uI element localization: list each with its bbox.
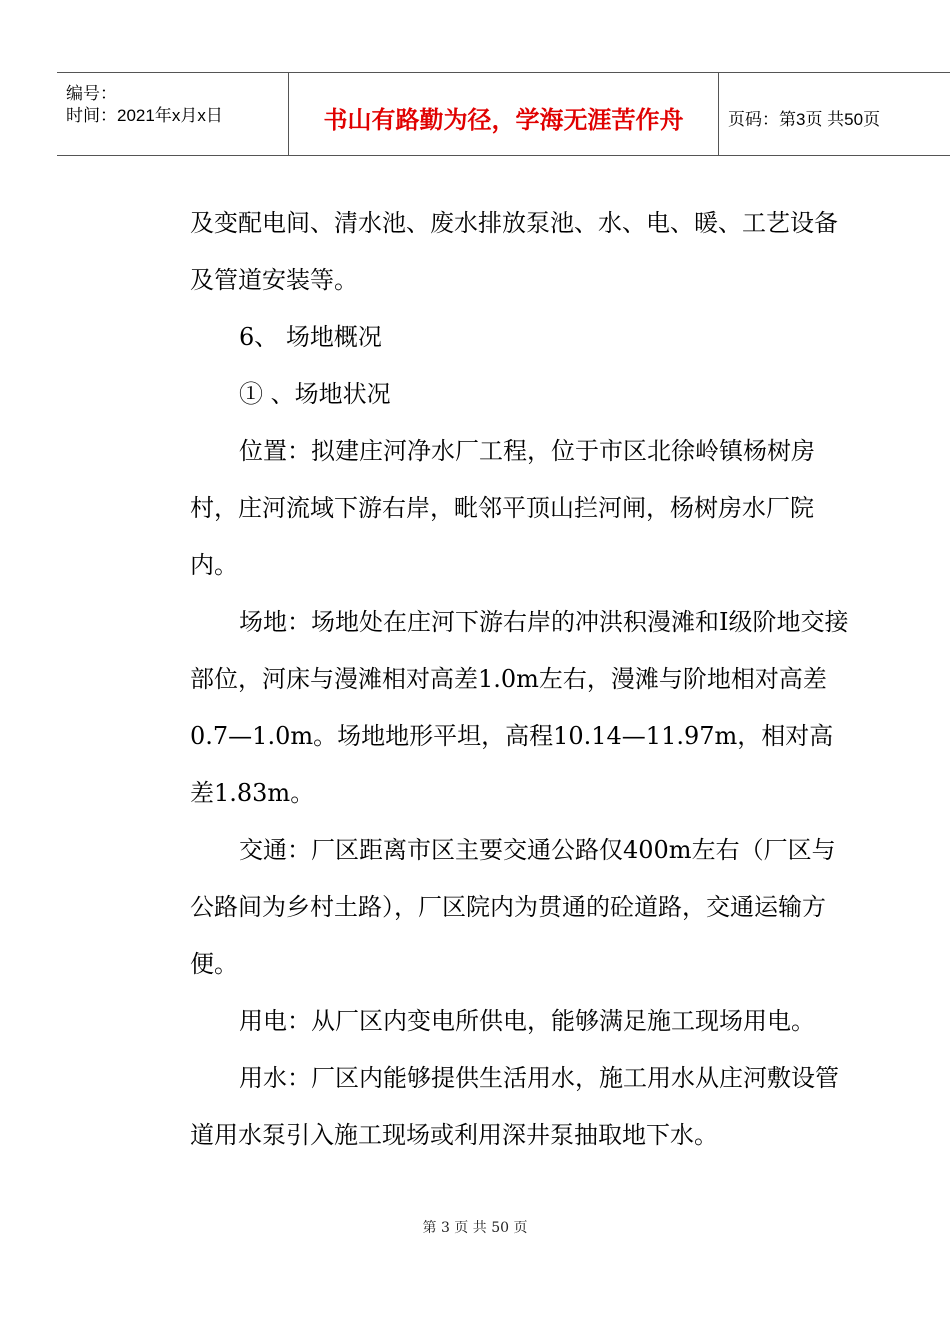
page-header [57,72,950,156]
time-label: 时间：2021年x月x日 [66,106,223,125]
paragraph-traffic: 交通：厂区距离市区主要交通公路仅400m左右（厂区与公路间为乡村土路），厂区院内为贯通的砼道路，交通运输方便。 [190,836,836,978]
paragraph-site: 场地：场地处在庄河下游右岸的冲洪积漫滩和Ⅰ级阶地交接部位，河床与漫滩相对高差1.0m左右，漫滩与阶地相对高差0.7—1.0m。场地地形平坦，高程10.14—11.97m，相对高差1.83m。 [190,608,849,807]
section-heading: 6、 场地概况 [239,323,382,351]
document-body [190,195,850,1164]
paragraph-location: 位置：拟建庄河净水厂工程，位于市区北徐岭镇杨树房村，庄河流域下游右岸，毗邻平顶山拦河闸，杨树房水厂院内。 [190,437,815,579]
number-label: 编号： [66,84,117,103]
header-motto: 书山有路勤为径，学海无涯苦作舟 [289,73,719,155]
page-footer: 第 3 页 共 50 页 [422,1220,528,1236]
header-page-info: 页码：第3页 共50页 [728,109,881,129]
paragraph-water: 用水：厂区内能够提供生活用水，施工用水从庄河敷设管道用水泵引入施工现场或利用深井泵抽取地下水。 [190,1064,839,1149]
subsection-heading: ① 、场地状况 [239,380,391,408]
header-meta [57,73,289,155]
paragraph-electricity: 用电：从厂区内变电所供电，能够满足施工现场用电。 [239,1007,815,1035]
paragraph-continuation: 及变配电间、清水池、废水排放泵池、水、电、暖、工艺设备及管道安装等。 [190,209,838,294]
